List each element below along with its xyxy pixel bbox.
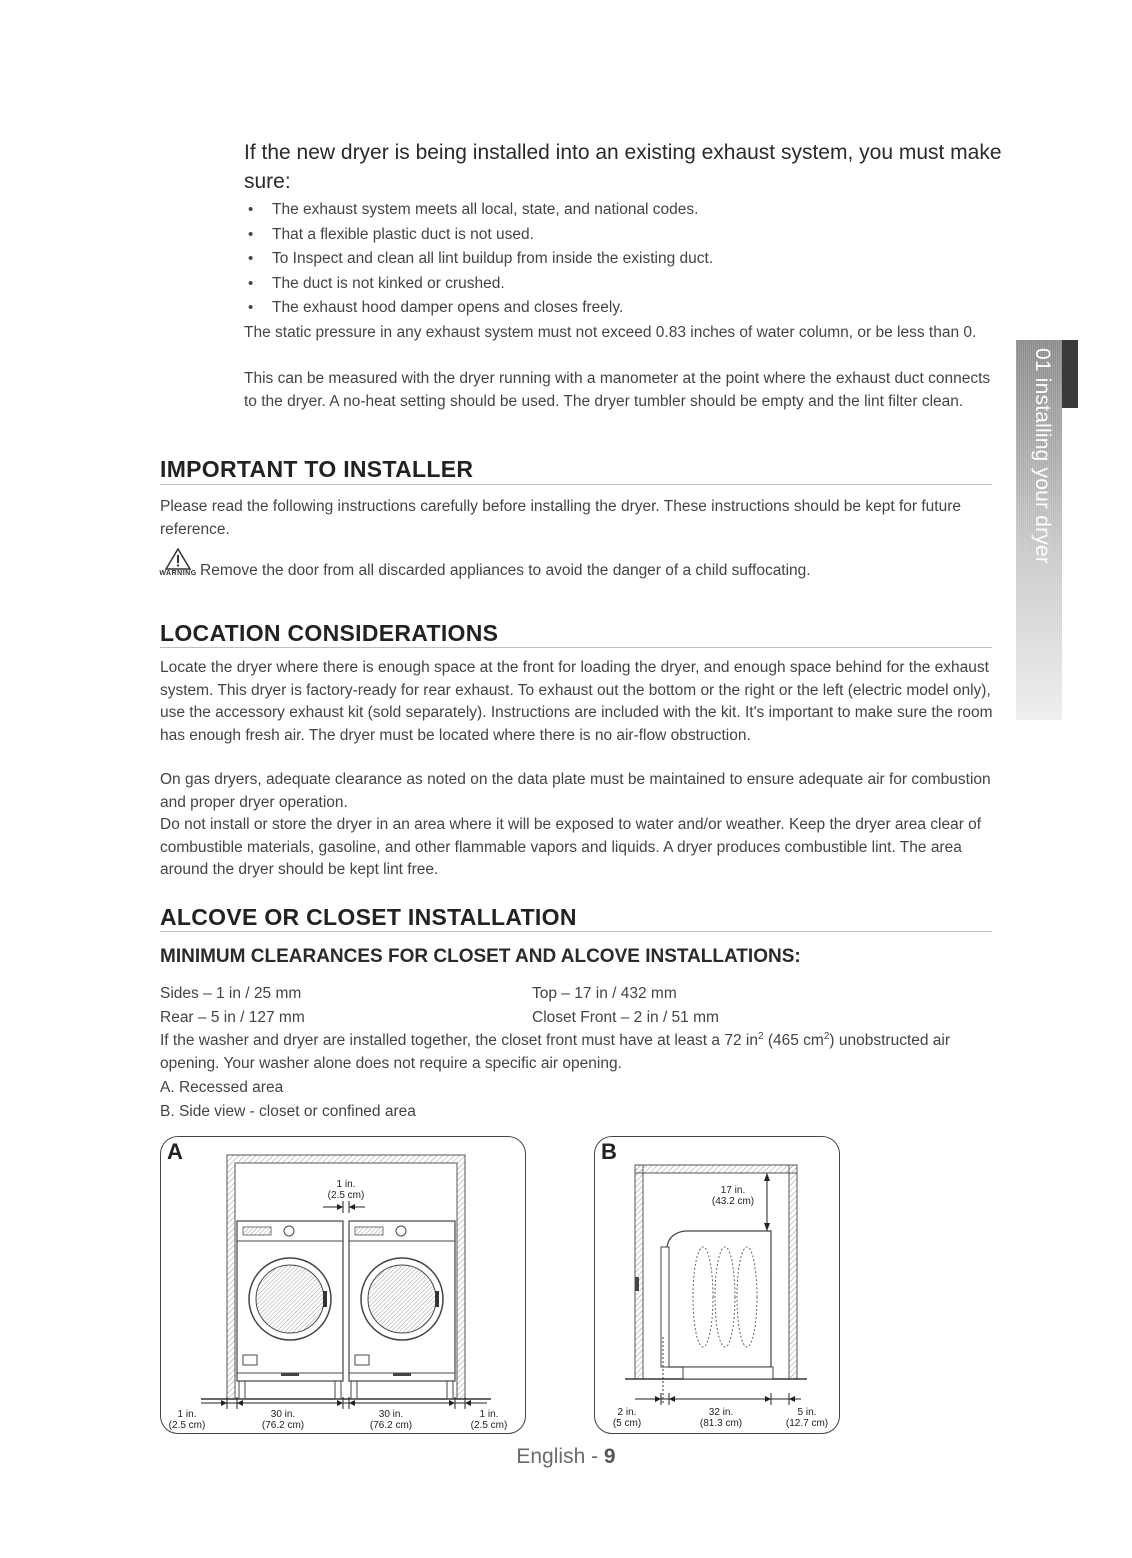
dim-rear-clearance: 5 in. (12.7 cm) xyxy=(785,1407,829,1429)
divider xyxy=(160,931,992,932)
important-heading: IMPORTANT TO INSTALLER xyxy=(160,456,474,482)
dim-front-clearance: 2 in. (5 cm) xyxy=(612,1407,642,1429)
warning-text: Remove the door from all discarded appliances to avoid the danger of a child suffocating. xyxy=(200,562,811,579)
warning-label: WARNING xyxy=(159,570,197,577)
figure-label-b: B. Side view - closet or confined area xyxy=(160,1103,416,1120)
list-item: • The exhaust system meets all local, state, and national codes. xyxy=(244,198,1004,223)
washer-left xyxy=(237,1221,343,1399)
figure-label-a: A. Recessed area xyxy=(160,1079,284,1096)
list-item: • That a flexible plastic duct is not used. xyxy=(244,223,1004,248)
important-text: Please read the following instructions carefully before installing the dryer. These instructions should be kept for future reference. xyxy=(160,498,961,538)
figure-letter: B xyxy=(601,1139,617,1164)
page-number: 9 xyxy=(603,1445,616,1468)
alcove-heading: ALCOVE OR CLOSET INSTALLATION xyxy=(160,904,577,930)
clearances-subheading: MINIMUM CLEARANCES FOR CLOSET AND ALCOVE INSTALLATIONS: xyxy=(160,946,801,967)
air-opening-text: If the washer and dryer are installed together, the closet front must have at least a 72 $in^2$ (465 $cm^2$) unobstructed air opening. Your washer alone does not require a specific air opening. xyxy=(160,1030,951,1072)
figure-letter: A xyxy=(167,1139,183,1164)
manometer-text: This can be measured with the dryer running with a manometer at the point where the exhaust duct connects to the dryer. A no-heat setting should be used. The dryer tumbler should be empty and the lint filter clean. xyxy=(244,370,991,410)
clearance-closet-front: Closet Front – 2 in / 51 mm xyxy=(532,1009,719,1026)
location-text-3: Do not install or store the dryer in an area where it will be exposed to water and/or weather. Keep the dryer area clear of combustible materials, gasoline, and other flammable vapors and liquids. A dryer produces combustible lint. The area around the dryer should be kept lint free. xyxy=(160,816,982,878)
dim-washer-width: 30 in. (76.2 cm) xyxy=(261,1409,305,1431)
intro-heading: If the new dryer is being installed into an existing exhaust system, you must make sure: xyxy=(244,141,1002,193)
dim-dryer-depth: 32 in. (81.3 cm) xyxy=(699,1407,743,1429)
figure-b-side-view xyxy=(594,1136,840,1434)
static-pressure-text: The static pressure in any exhaust system must not exceed 0.83 inches of water column, or be less than 0. xyxy=(244,324,977,341)
divider xyxy=(160,647,992,648)
side-tab-label: 01 installing your dryer xyxy=(1031,348,1054,565)
chapter-side-tab xyxy=(1016,340,1078,720)
divider xyxy=(160,484,992,485)
clearance-sides: Sides – 1 in / 25 mm xyxy=(160,985,302,1002)
location-text-2: On gas dryers, adequate clearance as noted on the data plate must be maintained to ensure adequate air for combustion and proper dryer operation. xyxy=(160,771,991,811)
clearance-top: Top – 17 in / 432 mm xyxy=(532,985,677,1002)
requirement-list xyxy=(244,198,1004,321)
figure-a-recessed-area xyxy=(160,1136,526,1434)
list-item: • The duct is not kinked or crushed. xyxy=(244,272,1004,297)
clearance-rear: Rear – 5 in / 127 mm xyxy=(160,1009,305,1026)
dim-left-side: 1 in. (2.5 cm) xyxy=(168,1409,206,1431)
side-view-diagram xyxy=(595,1137,839,1433)
location-heading: LOCATION CONSIDERATIONS xyxy=(160,620,499,646)
warning-icon xyxy=(158,548,198,577)
list-item: • The exhaust hood damper opens and closes freely. xyxy=(244,296,1004,321)
page-footer: English - 9 xyxy=(516,1445,616,1468)
location-text-1: Locate the dryer where there is enough space at the front for loading the dryer, and enough space behind for the exhaust system. This dryer is factory-ready for rear exhaust. To exhaust out the bottom or the right or the left (electric model only), use the accessory exhaust kit (sold separately). Instructions are included with the kit. It's important to make sure the room has enough fresh air. The dryer must be located where there is no air-flow obstruction. xyxy=(160,659,993,744)
dim-right-side: 1 in. (2.5 cm) xyxy=(470,1409,508,1431)
warning-triangle-icon xyxy=(165,548,191,570)
list-item: • To Inspect and clean all lint buildup from inside the existing duct. xyxy=(244,247,1004,272)
dim-top-gap: 1 in. (2.5 cm) xyxy=(327,1179,365,1201)
dim-top-clearance: 17 in. (43.2 cm) xyxy=(711,1185,755,1207)
dryer-right xyxy=(349,1221,455,1399)
dim-dryer-width: 30 in. (76.2 cm) xyxy=(369,1409,413,1431)
